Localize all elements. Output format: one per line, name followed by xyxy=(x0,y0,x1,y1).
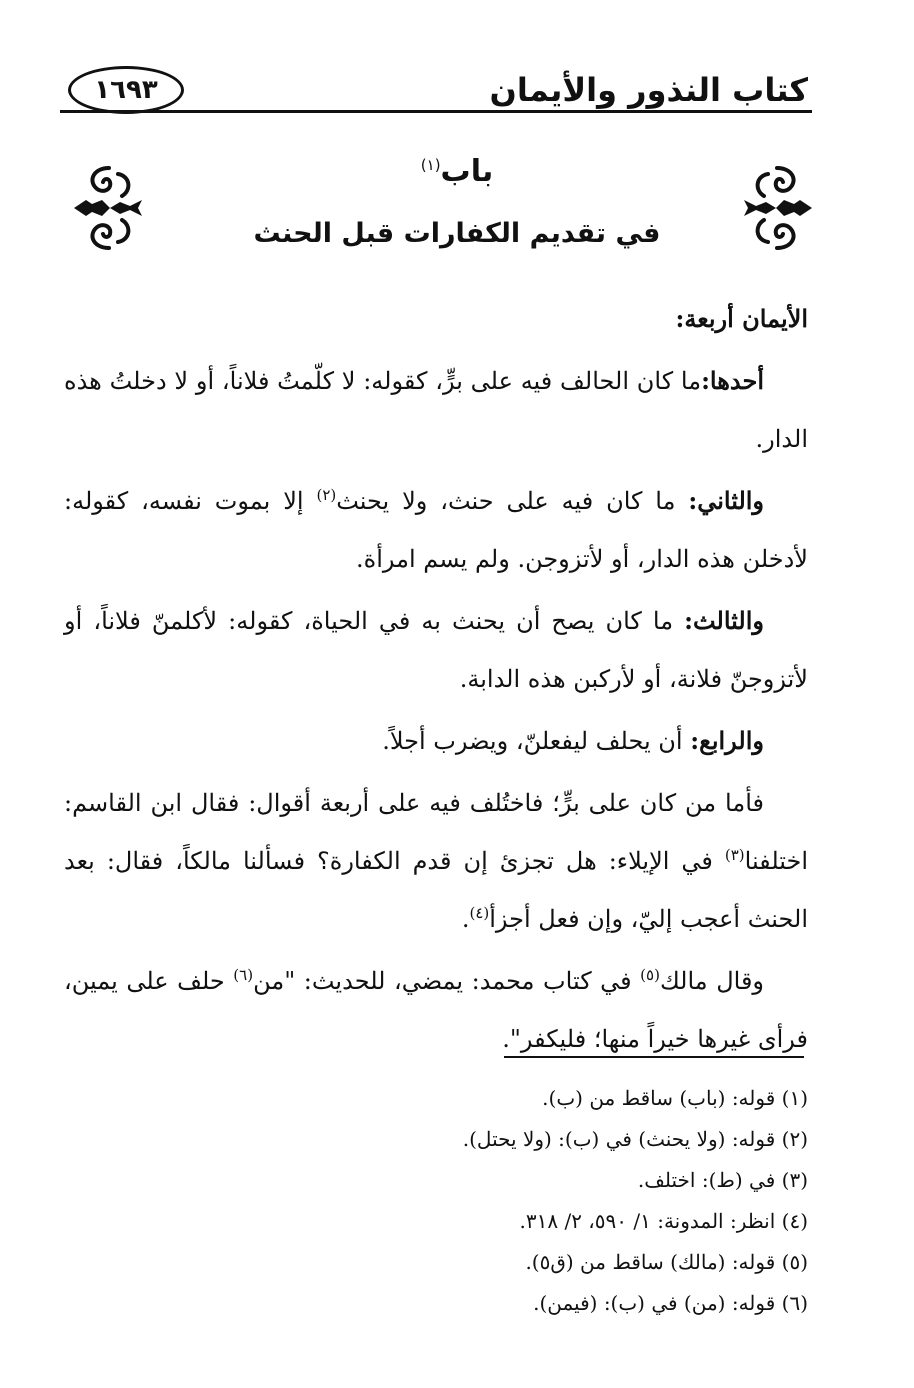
paragraph-lead: أحدها: xyxy=(701,366,764,395)
header-rule xyxy=(60,110,812,113)
footnote-ref: (٣) xyxy=(724,846,745,864)
paragraph-ibn-al-qasim xyxy=(64,774,808,948)
footnote-item: (٣) في (ط): اختلف. xyxy=(637,1168,808,1192)
footnote-ref: (٢) xyxy=(316,486,337,504)
paragraph-lead: والثاني: xyxy=(688,486,765,515)
page-number: ١٦٩٣ xyxy=(94,75,158,105)
paragraph-lead: والرابع: xyxy=(690,726,764,755)
running-header xyxy=(60,58,812,128)
paragraph-first xyxy=(64,352,808,468)
paragraph-second xyxy=(64,472,808,588)
footnote-ref: (٤) xyxy=(469,904,490,922)
paragraph-text: إلا بموت نفسه، كقوله: لأدخلن هذه الدار، أو لأتزوجن. ولم يسم امرأة. xyxy=(64,487,808,573)
footnote-ref: (٦) xyxy=(233,966,254,984)
footnote-item: (٢) قوله: (ولا يحنث) في (ب): (ولا يحتل). xyxy=(462,1127,808,1151)
footnote-separator xyxy=(504,1056,804,1058)
footnote-item: (١) قوله: (باب) ساقط من (ب). xyxy=(542,1086,808,1110)
page-number-frame xyxy=(68,66,184,114)
footnote-item: (٦) قوله: (من) في (ب): (فيمن). xyxy=(533,1291,808,1315)
chapter-subtitle: في تقديم الكفارات قبل الحنث xyxy=(253,218,661,249)
paragraph-text: ما كان يصح أن يحنث به في الحياة، كقوله: لأكلمنّ فلاناً، أو لأتزوجنّ فلانة، أو لأركبن هذه الدابة. xyxy=(64,607,808,693)
paragraph-intro: الأيمان أربعة: xyxy=(675,304,808,333)
paragraph-text: في الإيلاء: هل تجزئ إن قدم الكفارة؟ فسألنا مالكاً، فقال: بعد الحنث أعجب إليّ، وإن فعل أجزأ xyxy=(64,847,808,933)
footnote-ref: (٥) xyxy=(640,966,660,984)
book-title: كتاب النذور والأيمان xyxy=(489,71,808,109)
paragraph-text: أن يحلف ليفعلنّ، ويضرب أجلاً. xyxy=(382,727,691,755)
footnote-ref: (١) xyxy=(420,156,441,174)
paragraph-text: فأما من كان على برٍّ؛ فاختُلف فيه على أربعة أقوال: فقال ابن القاسم: اختلفنا xyxy=(64,789,809,875)
footnotes xyxy=(64,1078,808,1324)
chapter-title xyxy=(0,150,914,194)
paragraph-fourth xyxy=(64,712,808,770)
paragraph-third xyxy=(64,592,808,708)
footnote-item: (٤) انظر: المدونة: ١/ ٥٩٠، ٢/ ٣١٨. xyxy=(519,1209,808,1233)
chapter-title-text: باب xyxy=(440,154,494,189)
paragraph-text: ما كان الحالف فيه على برٍّ، كقوله: لا كلّمتُ فلاناً، أو لا دخلتُ هذه الدار. xyxy=(64,367,808,453)
paragraph-malik xyxy=(64,952,808,1068)
paragraph-text: ما كان فيه على حنث، ولا يحنث xyxy=(336,487,689,515)
paragraph-text: حلف على يمين، فرأى غيرها خيراً منها؛ فليكفر". xyxy=(64,967,808,1053)
footnote-item: (٥) قوله: (مالك) ساقط من (ق٥). xyxy=(525,1250,808,1274)
main-text xyxy=(64,290,808,1072)
paragraph-text: في كتاب محمد: يمضي، للحديث: "من xyxy=(253,967,641,995)
paragraph-text: وقال مالك xyxy=(659,967,764,995)
paragraph-text: . xyxy=(461,905,470,933)
paragraph-lead: والثالث: xyxy=(684,606,764,635)
